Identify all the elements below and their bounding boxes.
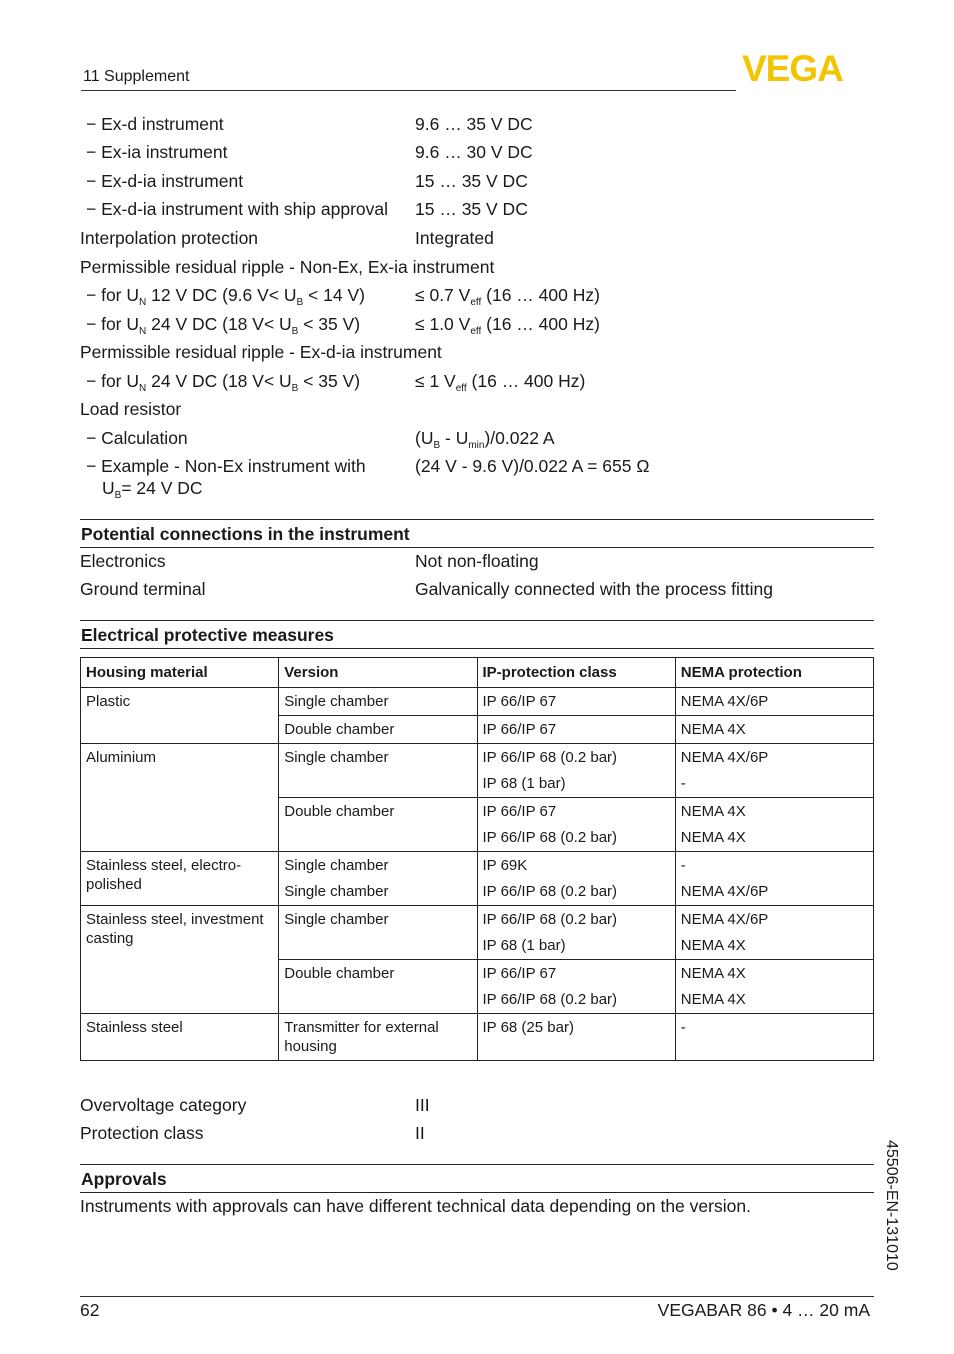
document-code: 45506-EN-131010: [883, 1140, 900, 1271]
table-row: Stainless steel Transmitter for external housing IP 68 (25 bar) -: [81, 1014, 874, 1061]
spec-row: − Ex-d-ia instrument with ship approval 15 … 35 V DC: [86, 199, 528, 219]
interpolation-row: Interpolation protection Integrated: [80, 228, 494, 248]
svg-text:VEGA: VEGA: [742, 52, 843, 84]
spec-row: − Ex-d instrument 9.6 … 35 V DC: [86, 114, 533, 134]
table-row: Plastic Single chamber IP 66/IP 67 NEMA 4X/6P: [81, 688, 874, 716]
spec-row: − for $U_N$ 24 V DC (18 $V< U_B < 35$ V) ≤ 1 $V_{eff}$ (16 … 400 Hz): [86, 371, 586, 394]
spec-row: − for $U_N$ 12 V DC (9.6 $V< U_B < 14$ V) ≤ 0.7 $V_{eff}$ (16 … 400 Hz): [86, 285, 600, 308]
section-rule: [80, 1192, 874, 1193]
section-title: Electrical protective measures: [81, 625, 334, 645]
vega-logo: [742, 52, 874, 84]
section-title: Approvals: [81, 1169, 167, 1189]
table-header-row: Housing material Version IP-protection class NEMA protection: [81, 658, 874, 688]
protection-table: [80, 657, 874, 1061]
spec-row: − Calculation $(U_B - U_{min})/0.022$ A: [86, 428, 555, 451]
section-rule: [80, 519, 874, 520]
table-row: Aluminium Single chamber IP 66/IP 68 (0.2 bar) IP 68 (1 bar) NEMA 4X/6P -: [81, 744, 874, 798]
spec-row: − Ex-d-ia instrument 15 … 35 V DC: [86, 171, 528, 191]
spec-row: Protection class II: [80, 1123, 425, 1143]
section-rule: [80, 547, 874, 548]
section-rule: [80, 1164, 874, 1165]
spec-row: Ground terminal Galvanically connected with the process fitting: [80, 579, 773, 599]
spec-row: − Example - Non-Ex instrument with $U_B= 24$ V DC (24 V - 9.6 V)/0.022 A = 655 Ω: [86, 456, 650, 501]
header-rule: [81, 90, 736, 91]
spec-row: − Ex-ia instrument 9.6 … 30 V DC: [86, 142, 533, 162]
approvals-text: Instruments with approvals can have different technical data depending on the version.: [80, 1196, 751, 1216]
table-row: Double chamber IP 66/IP 67 IP 66/IP 68 (0.2 bar) NEMA 4X NEMA 4X: [81, 960, 874, 1014]
section-rule: [80, 648, 874, 649]
section-heading: 11 Supplement: [83, 68, 190, 85]
page-number: 62: [80, 1300, 100, 1320]
ripple-exdia-title: Permissible residual ripple - Ex-d-ia instrument: [80, 342, 442, 362]
product-name: VEGABAR 86 • 4 … 20 mA: [657, 1300, 870, 1320]
spec-row: Electronics Not non-floating: [80, 551, 539, 571]
load-title: Load resistor: [80, 399, 182, 419]
section-rule: [80, 620, 874, 621]
ripple-nonex-title: Permissible residual ripple - Non-Ex, Ex-ia instrument: [80, 257, 495, 277]
table-row: Double chamber IP 66/IP 67 NEMA 4X: [81, 716, 874, 744]
spec-row: − for $U_N$ 24 V DC (18 $V< U_B < 35$ V) ≤ 1.0 $V_{eff}$ (16 … 400 Hz): [86, 314, 600, 337]
table-row: Stainless steel, electro-polished Single chamber Single chamber IP 69K IP 66/IP 68 (0.2 bar) - NEMA 4X/6P: [81, 852, 874, 906]
section-title: Potential connections in the instrument: [81, 524, 410, 544]
table-row: Double chamber IP 66/IP 67 IP 66/IP 68 (0.2 bar) NEMA 4X NEMA 4X: [81, 798, 874, 852]
spec-row: Overvoltage category III: [80, 1095, 430, 1115]
table-row: Stainless steel, investment casting Single chamber IP 66/IP 68 (0.2 bar) IP 68 (1 bar) NEMA 4X/6P NEMA 4X: [81, 906, 874, 960]
footer-rule: [80, 1296, 874, 1297]
